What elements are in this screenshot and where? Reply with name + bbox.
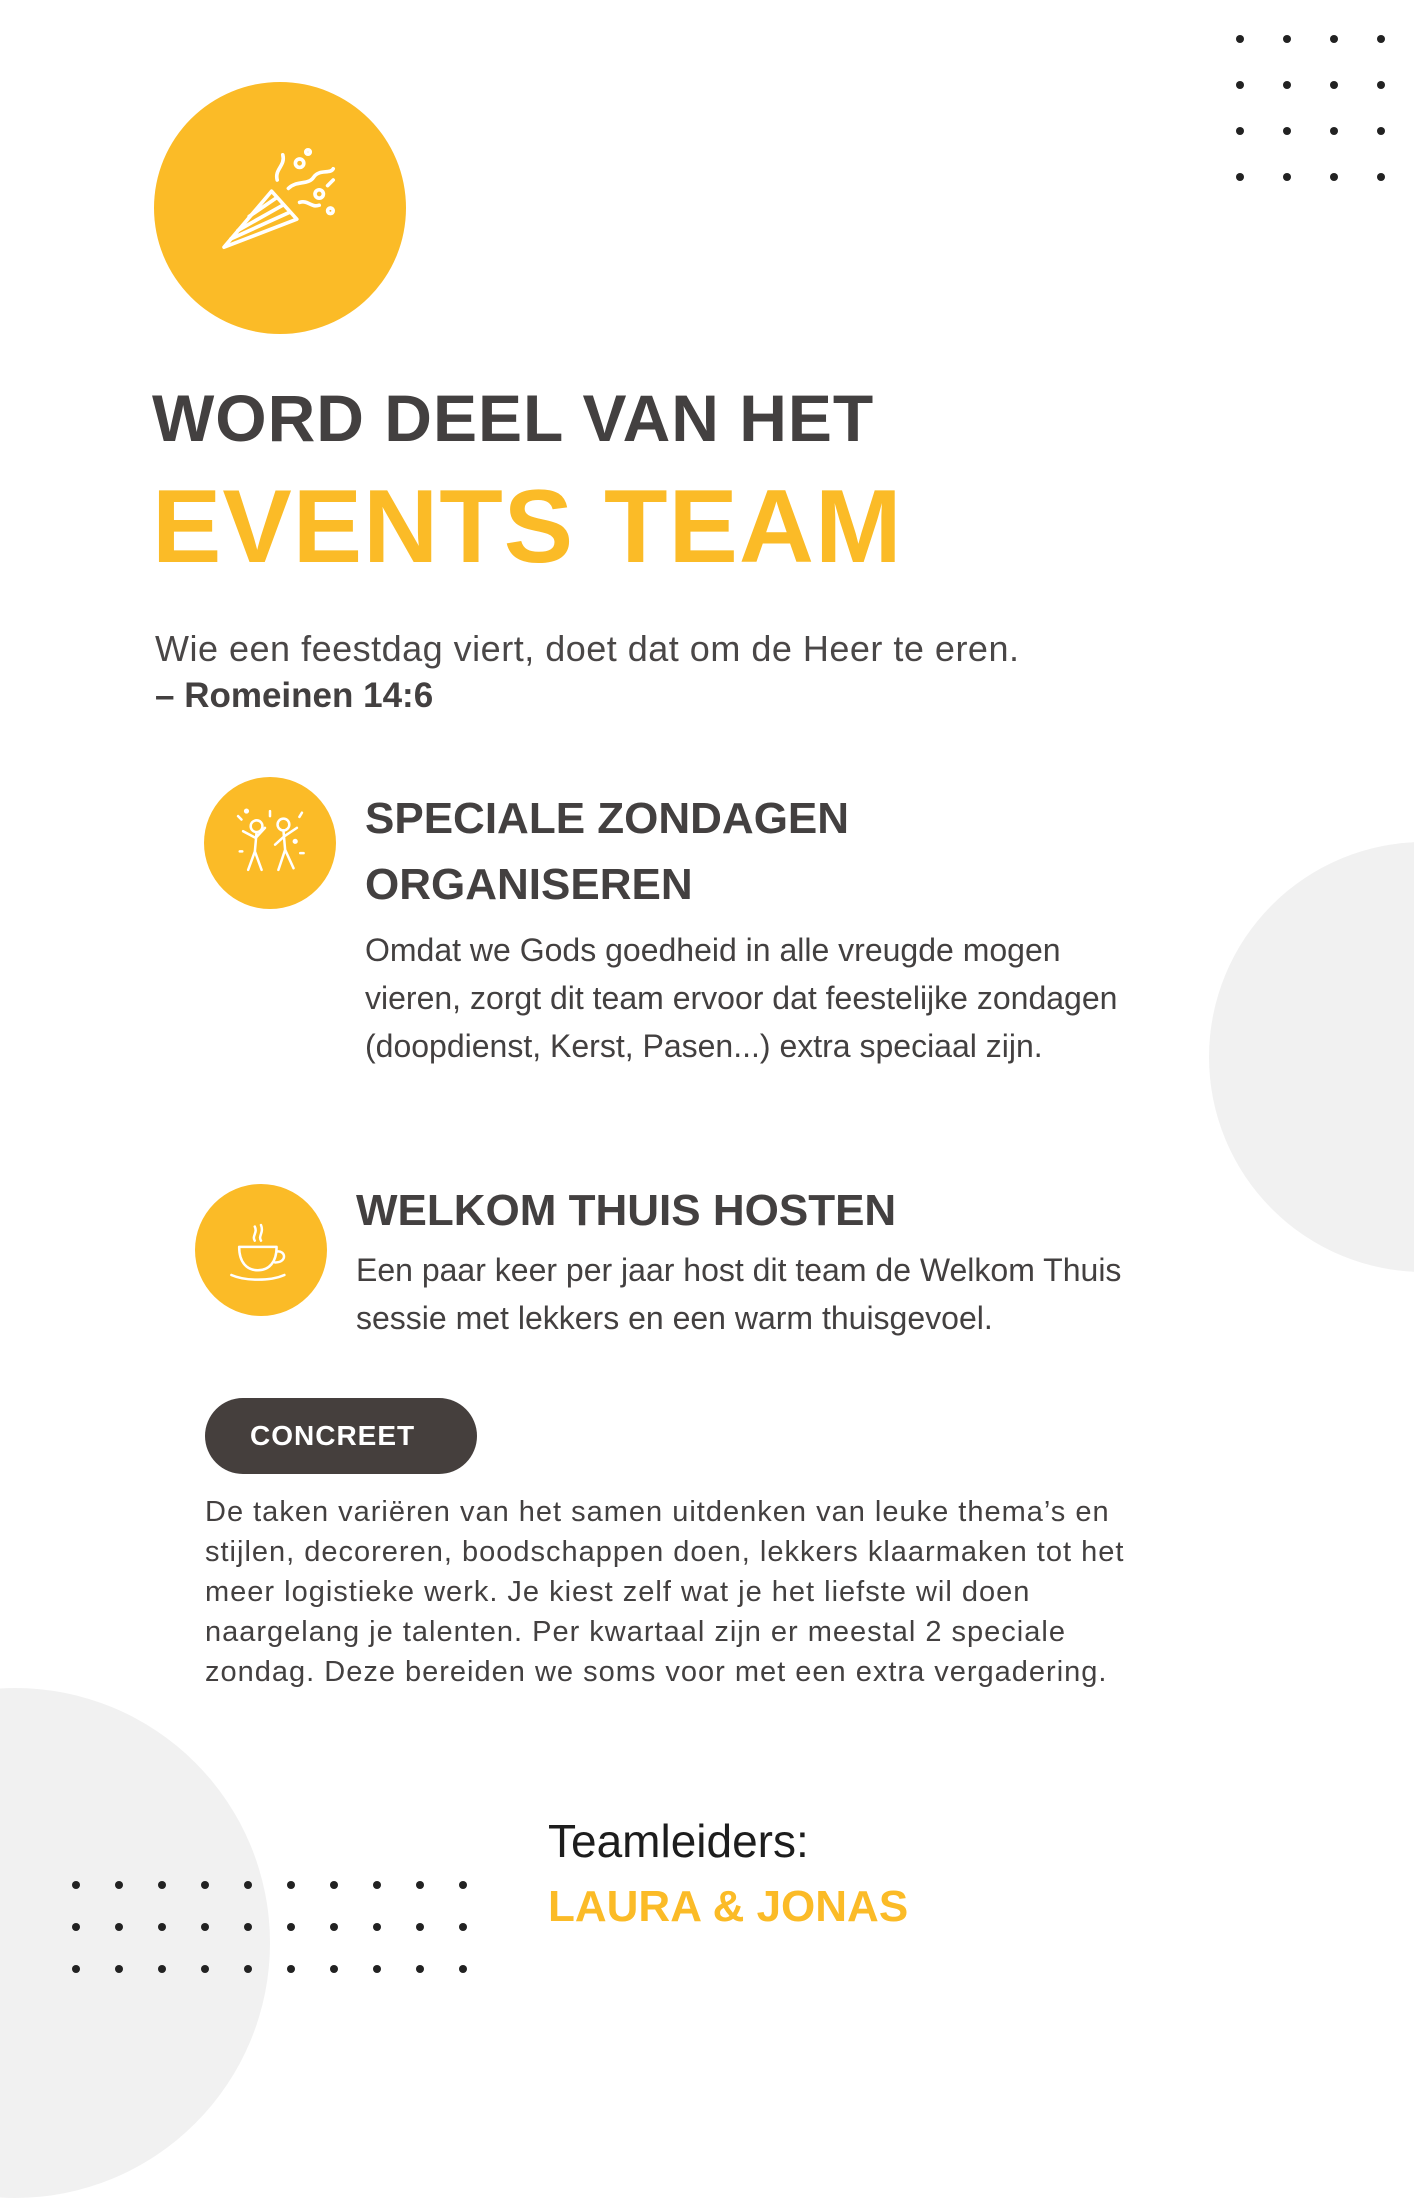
decor-dots-top-right [1236,35,1385,181]
quote-reference: – Romeinen 14:6 [155,676,434,715]
hot-cup-icon [195,1184,327,1316]
section2-title: WELKOM THUIS HOSTEN [356,1186,897,1235]
section1-body: Omdat we Gods goedheid in alle vreugde mogen vieren, zorgt dit team ervoor dat feestelijke zondagen (doopdienst, Kerst, Pasen...) extra speciaal zijn. [365,932,1118,1064]
section1-title-line-1: SPECIALE ZONDAGEN [365,794,850,843]
leaders-label: Teamleiders: [548,1815,809,1867]
section1-title-line-2: ORGANISEREN [365,860,693,909]
quote-text: Wie een feestdag viert, doet dat om de Heer te eren. [155,628,1020,669]
title-line-2: EVENTS TEAM [152,469,903,585]
section2-body: Een paar keer per jaar host dit team de Welkom Thuis sessie met lekkers en een warm thuisgevoel. [356,1252,1122,1336]
concreet-pill: CONCREET [205,1398,477,1474]
title-line-1: WORD DEEL VAN HET [152,381,875,455]
decor-circle-right [1209,842,1414,1272]
dancing-people-icon [204,777,336,909]
party-popper-icon [154,82,406,334]
concreet-body: De taken variëren van het samen uitdenken van leuke thema’s en stijlen, decoreren, boodschappen doen, lekkers klaarmaken tot het meer logistieke werk. Je kiest zelf wat je het liefste wil doen naargelang je talenten. Per kwartaal zijn er meestal 2 speciale zondag. Deze bereiden we soms voor met een extra vergadering. [205,1496,1125,1688]
decor-dots-bottom-left [72,1881,467,1973]
leaders-names: LAURA & JONAS [548,1882,909,1931]
